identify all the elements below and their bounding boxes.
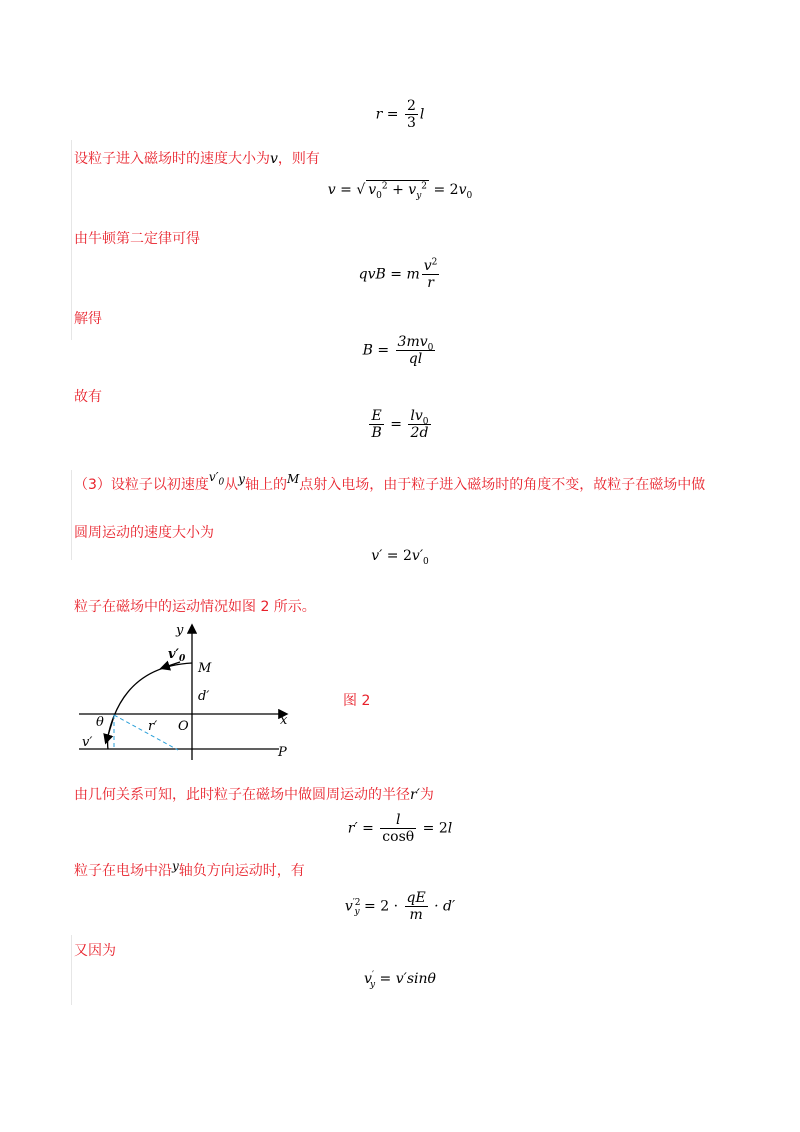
text8-pre: 由几何关系可知，此时粒子在磁场中做圆周运动的半径 — [74, 787, 410, 803]
eq1-den: 3 — [406, 115, 416, 131]
eq5-lnum: E — [369, 408, 383, 425]
eq9-lhs-sup: ′ — [371, 970, 375, 981]
eq9-lhs: v — [364, 971, 372, 987]
eq2-lhs: v — [327, 182, 336, 198]
label-r: r′ — [148, 719, 158, 734]
eq2-radicand: $v_0^2 + v_y^2$ — [368, 181, 428, 201]
eq9-rhs: v′sinθ — [395, 971, 436, 987]
eq8-eq: = 2 · — [359, 898, 403, 915]
text-part3 — [74, 470, 706, 494]
eq8-fraction — [405, 890, 428, 923]
label-v0-main: v′ — [168, 647, 179, 662]
eq9-lhs-sub: y — [370, 979, 376, 990]
eq7-eq: = — [357, 820, 379, 837]
label-M: M — [198, 661, 212, 676]
eq3-m: m — [406, 266, 420, 283]
eq4-num-sub: 0 — [427, 342, 434, 353]
text5-p1: （3）设粒子以初速度 — [74, 477, 209, 493]
text-geometry — [74, 786, 434, 804]
eq7-fraction — [380, 812, 416, 845]
eq6-var: v′ — [411, 548, 423, 564]
trajectory-arc — [108, 663, 192, 749]
eq4-lhs: B — [362, 342, 373, 359]
text5-v: v′ — [208, 470, 219, 484]
equation-vy — [0, 970, 800, 988]
eq8-den: m — [409, 907, 423, 923]
label-d: d′ — [198, 689, 210, 704]
label-theta: θ — [96, 715, 104, 730]
velocity-arrow-v — [106, 716, 114, 742]
equation-radius — [0, 98, 800, 131]
eq7-den: cosθ — [382, 829, 415, 845]
eq7-rhs: = 2 — [418, 820, 448, 837]
equation-new-speed — [0, 547, 800, 565]
text-electric-field — [74, 859, 305, 880]
text8-post: 为 — [419, 787, 434, 803]
text5-p3: 轴上的 — [244, 477, 287, 493]
eq5-lden: B — [371, 425, 382, 441]
eq6-sub: 0 — [423, 556, 429, 567]
eq1-num: 2 — [406, 98, 416, 114]
eq8-lhs: v — [344, 898, 353, 915]
text8-var: r′ — [410, 787, 420, 803]
eq7-num: l — [380, 812, 416, 829]
eq5-rnum-sub: 0 — [422, 416, 429, 427]
text9-pre: 粒子在电场中沿 — [74, 863, 172, 879]
eq2-rhs-var: v — [458, 182, 467, 198]
text-circular-speed: 圆周运动的速度大小为 — [74, 525, 214, 541]
text1-pre: 设粒子进入磁场时的速度大小为 — [74, 151, 270, 167]
eq5-rnum: lv — [410, 408, 423, 424]
equation-new-radius — [0, 812, 800, 845]
label-x: x — [280, 713, 288, 728]
text5-p2: 从 — [224, 477, 239, 493]
text-hence: 故有 — [74, 389, 102, 405]
text-because: 又因为 — [74, 943, 116, 959]
eq1-var: l — [419, 106, 425, 123]
eq3-num-sup: 2 — [431, 257, 438, 268]
text5-y: y — [238, 472, 245, 486]
eq3-num: v — [423, 258, 432, 274]
label-O: O — [178, 719, 189, 734]
eq6-lhs: v′ — [371, 548, 383, 564]
eq8-tail: · d′ — [429, 898, 456, 915]
eq4-fraction — [396, 334, 436, 367]
eq8-lhs-sub: y — [354, 907, 360, 918]
figure-2-diagram — [74, 620, 304, 770]
eq3-den: r — [427, 275, 434, 291]
label-P: P — [278, 745, 287, 760]
label-v0 — [168, 647, 186, 664]
text-figure-ref: 粒子在磁场中的运动情况如图 2 所示。 — [74, 599, 316, 615]
text9-var: y — [172, 859, 179, 873]
label-v: v′ — [82, 735, 93, 750]
text5-p4: 点射入电场，由于粒子进入磁场时的角度不变，故粒子在磁场中做 — [299, 477, 706, 493]
eq8-num: qE — [406, 890, 426, 906]
equation-field-B — [0, 334, 800, 367]
radius-dashed — [114, 715, 178, 750]
eq4-eq: = — [372, 342, 394, 359]
eq3-fraction — [422, 258, 440, 291]
eq8-lhs-sup: ′2 — [352, 897, 361, 908]
equation-newton — [0, 258, 800, 291]
eq3-eq: = — [385, 266, 407, 283]
eq7-rhs-var: l — [447, 820, 453, 837]
eq4-num: 3mv — [397, 334, 428, 350]
eq5-right-fraction — [408, 408, 430, 441]
eq2-rhs: = 2 — [429, 182, 459, 198]
text-velocity-intro — [74, 150, 320, 168]
text9-post: 轴负方向运动时，有 — [178, 863, 305, 879]
eq6-eq: = 2 — [382, 548, 412, 564]
equation-velocity — [0, 180, 800, 199]
text1-var: v — [270, 151, 278, 167]
eq4-den: ql — [408, 351, 423, 367]
left-margin-rule — [71, 140, 72, 340]
eq3-lhs: qvB — [358, 266, 386, 283]
eq9-eq: = — [375, 971, 396, 987]
label-y: y — [176, 623, 184, 638]
eq7-lhs: r′ — [347, 820, 358, 837]
eq5-eq: = — [385, 416, 407, 433]
label-v0-sub: 0 — [178, 654, 186, 664]
text1-post: ，则有 — [277, 151, 320, 167]
eq1-lhs: r — [375, 106, 383, 123]
figure-caption: 图 2 — [343, 693, 371, 709]
equation-vy-squared — [0, 890, 800, 923]
sqrt-sign: √ — [356, 182, 366, 198]
eq1-eq: = — [382, 106, 403, 123]
text-solve: 解得 — [74, 311, 102, 327]
eq2-rhs-sub: 0 — [466, 190, 473, 201]
eq5-left-fraction — [369, 408, 383, 441]
text5-M: M — [286, 472, 300, 486]
eq1-fraction — [405, 98, 418, 131]
text-newton: 由牛顿第二定律可得 — [74, 231, 200, 247]
equation-ratio — [0, 408, 800, 441]
eq5-rden: 2d — [410, 425, 429, 441]
eq2-eq: = — [335, 182, 357, 198]
text5-vsub: 0 — [218, 477, 225, 488]
